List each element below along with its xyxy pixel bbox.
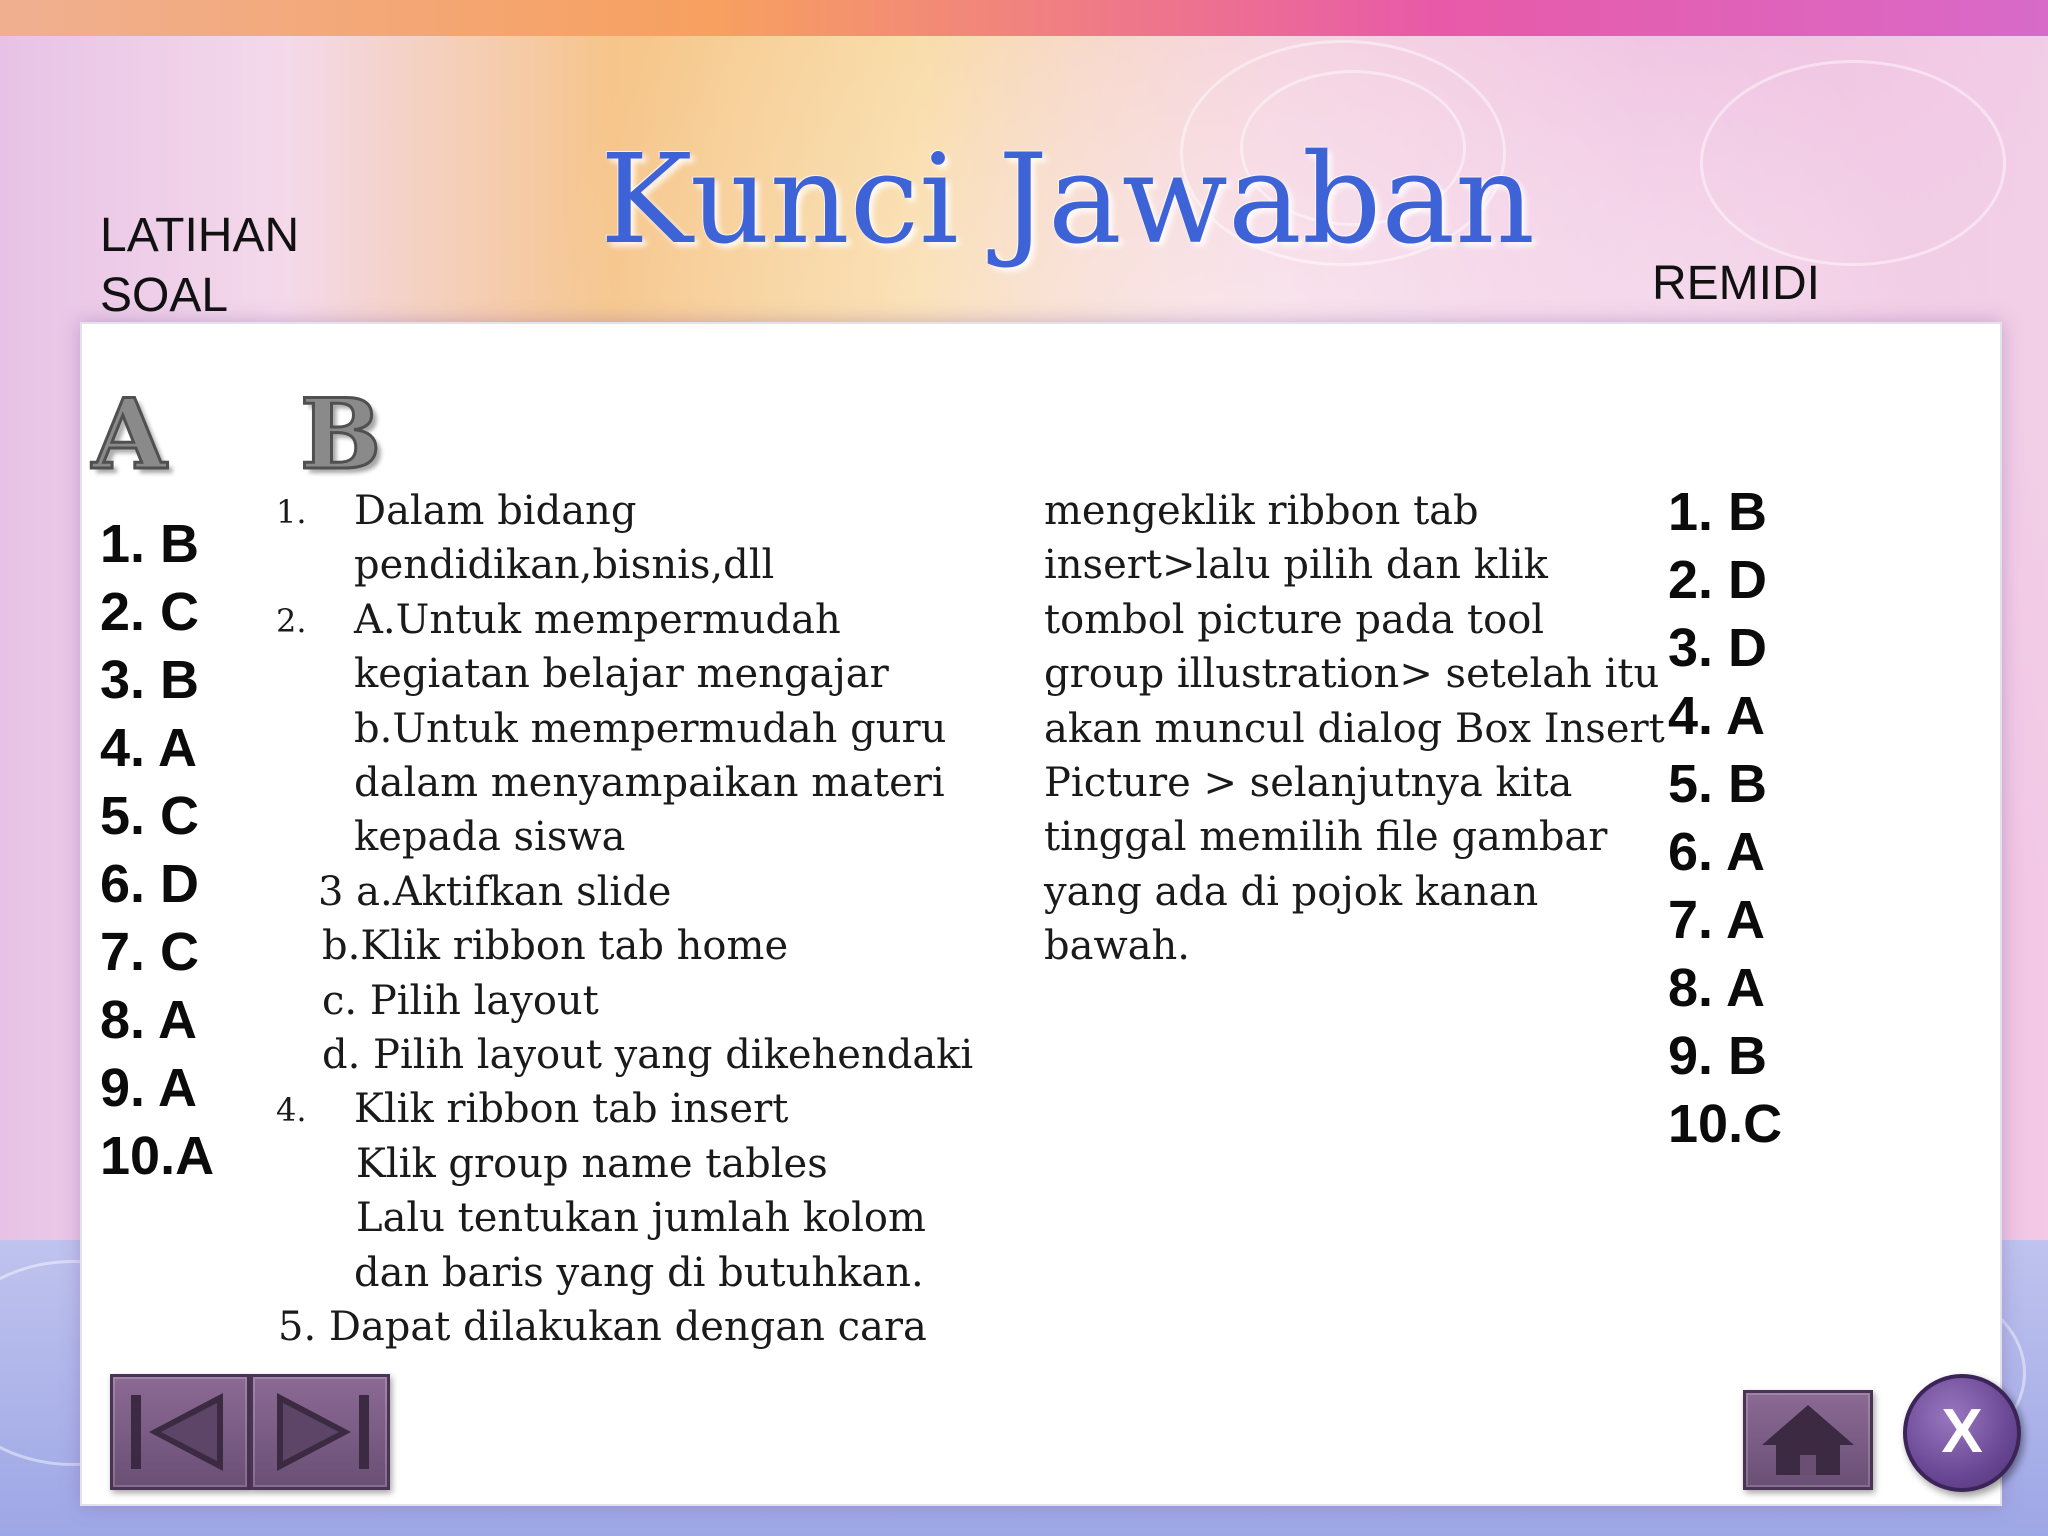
essay-line: bawah.: [1044, 923, 1191, 969]
essay-item-number: 1.: [276, 493, 307, 531]
essay-line: 3 a.Aktifkan slide: [318, 869, 672, 915]
section-a-answer-10: 10.A: [100, 1126, 215, 1186]
remidi-answer-7: 7. A: [1668, 890, 1766, 950]
remidi-answer-2: 2. D: [1668, 550, 1768, 610]
essay-line: mengeklik ribbon tab: [1044, 488, 1479, 534]
essay-line: Dalam bidang: [354, 488, 637, 534]
essay-line: pendidikan,bisnis,dll: [354, 542, 775, 588]
essay-line: Picture > selanjutnya kita: [1044, 760, 1573, 806]
prev-arrow-icon: [113, 1377, 247, 1487]
section-a-answer-2: 2. C: [100, 582, 200, 642]
remidi-answer-3: 3. D: [1668, 618, 1768, 678]
essay-item-number: 4.: [276, 1091, 307, 1129]
section-b-column-1: [0, 484, 1030, 1364]
next-slide-button[interactable]: [250, 1374, 390, 1490]
essay-line: dalam menyampaikan materi: [354, 760, 945, 806]
remidi-answer-9: 9. B: [1668, 1026, 1768, 1086]
section-a-answer-1: 1. B: [100, 514, 200, 574]
remidi-answer-6: 6. A: [1668, 822, 1766, 882]
close-button[interactable]: [1903, 1374, 2021, 1492]
close-icon: X: [1941, 1397, 1983, 1466]
essay-line: 5. Dapat dilakukan dengan cara: [278, 1304, 927, 1350]
section-a-answer-7: 7. C: [100, 922, 200, 982]
section-a-answer-8: 8. A: [100, 990, 198, 1050]
essay-line: Klik group name tables: [356, 1141, 828, 1187]
prev-slide-button[interactable]: [110, 1374, 250, 1490]
remidi-answer-5: 5. B: [1668, 754, 1768, 814]
essay-line: tinggal memilih file gambar: [1044, 814, 1608, 860]
essay-line: yang ada di pojok kanan: [1044, 869, 1539, 915]
section-a-answer-9: 9. A: [100, 1058, 198, 1118]
section-a-answer-3: 3. B: [100, 650, 200, 710]
essay-line: tombol picture pada tool: [1044, 597, 1545, 643]
page-title: Kunci Jawaban: [600, 128, 1536, 272]
section-a-answer-6: 6. D: [100, 854, 200, 914]
latihan-soal-link[interactable]: LATIHAN SOAL: [100, 209, 300, 322]
remidi-answer-8: 8. A: [1668, 958, 1766, 1018]
essay-line: Lalu tentukan jumlah kolom: [356, 1195, 926, 1241]
essay-line: b.Untuk mempermudah guru: [354, 706, 947, 752]
essay-line: d. Pilih layout yang dikehendaki: [322, 1032, 974, 1078]
essay-line: insert>lalu pilih dan klik: [1044, 542, 1548, 588]
section-b-column-2: [1044, 484, 1664, 984]
remidi-answer-list: [1668, 478, 1782, 1158]
decor-swirl: [1700, 60, 2006, 266]
essay-line: A.Untuk mempermudah: [354, 597, 841, 643]
essay-line: kepada siswa: [354, 814, 626, 860]
essay-line: kegiatan belajar mengajar: [354, 651, 889, 697]
home-button[interactable]: [1743, 1390, 1873, 1490]
next-arrow-icon: [253, 1377, 387, 1487]
remidi-answer-1: 1. B: [1668, 482, 1768, 542]
home-icon: [1746, 1393, 1870, 1487]
top-decor-stripe: [0, 0, 2048, 36]
essay-item-number: 2.: [276, 602, 307, 640]
section-a-heading: A: [92, 378, 167, 491]
essay-line: akan muncul dialog Box Insert: [1044, 706, 1665, 752]
essay-line: b.Klik ribbon tab home: [322, 923, 789, 969]
section-b-heading: B: [300, 378, 382, 491]
essay-line: Klik ribbon tab insert: [354, 1086, 789, 1132]
section-a-answer-4: 4. A: [100, 718, 198, 778]
remidi-answer-4: 4. A: [1668, 686, 1766, 746]
remidi-answer-10: 10.C: [1668, 1094, 1783, 1154]
remidi-link[interactable]: REMIDI: [1652, 257, 1820, 310]
essay-line: group illustration> setelah itu: [1044, 651, 1660, 697]
section-a-answer-5: 5. C: [100, 786, 200, 846]
essay-line: c. Pilih layout: [322, 978, 599, 1024]
essay-line: dan baris yang di butuhkan.: [354, 1250, 924, 1296]
